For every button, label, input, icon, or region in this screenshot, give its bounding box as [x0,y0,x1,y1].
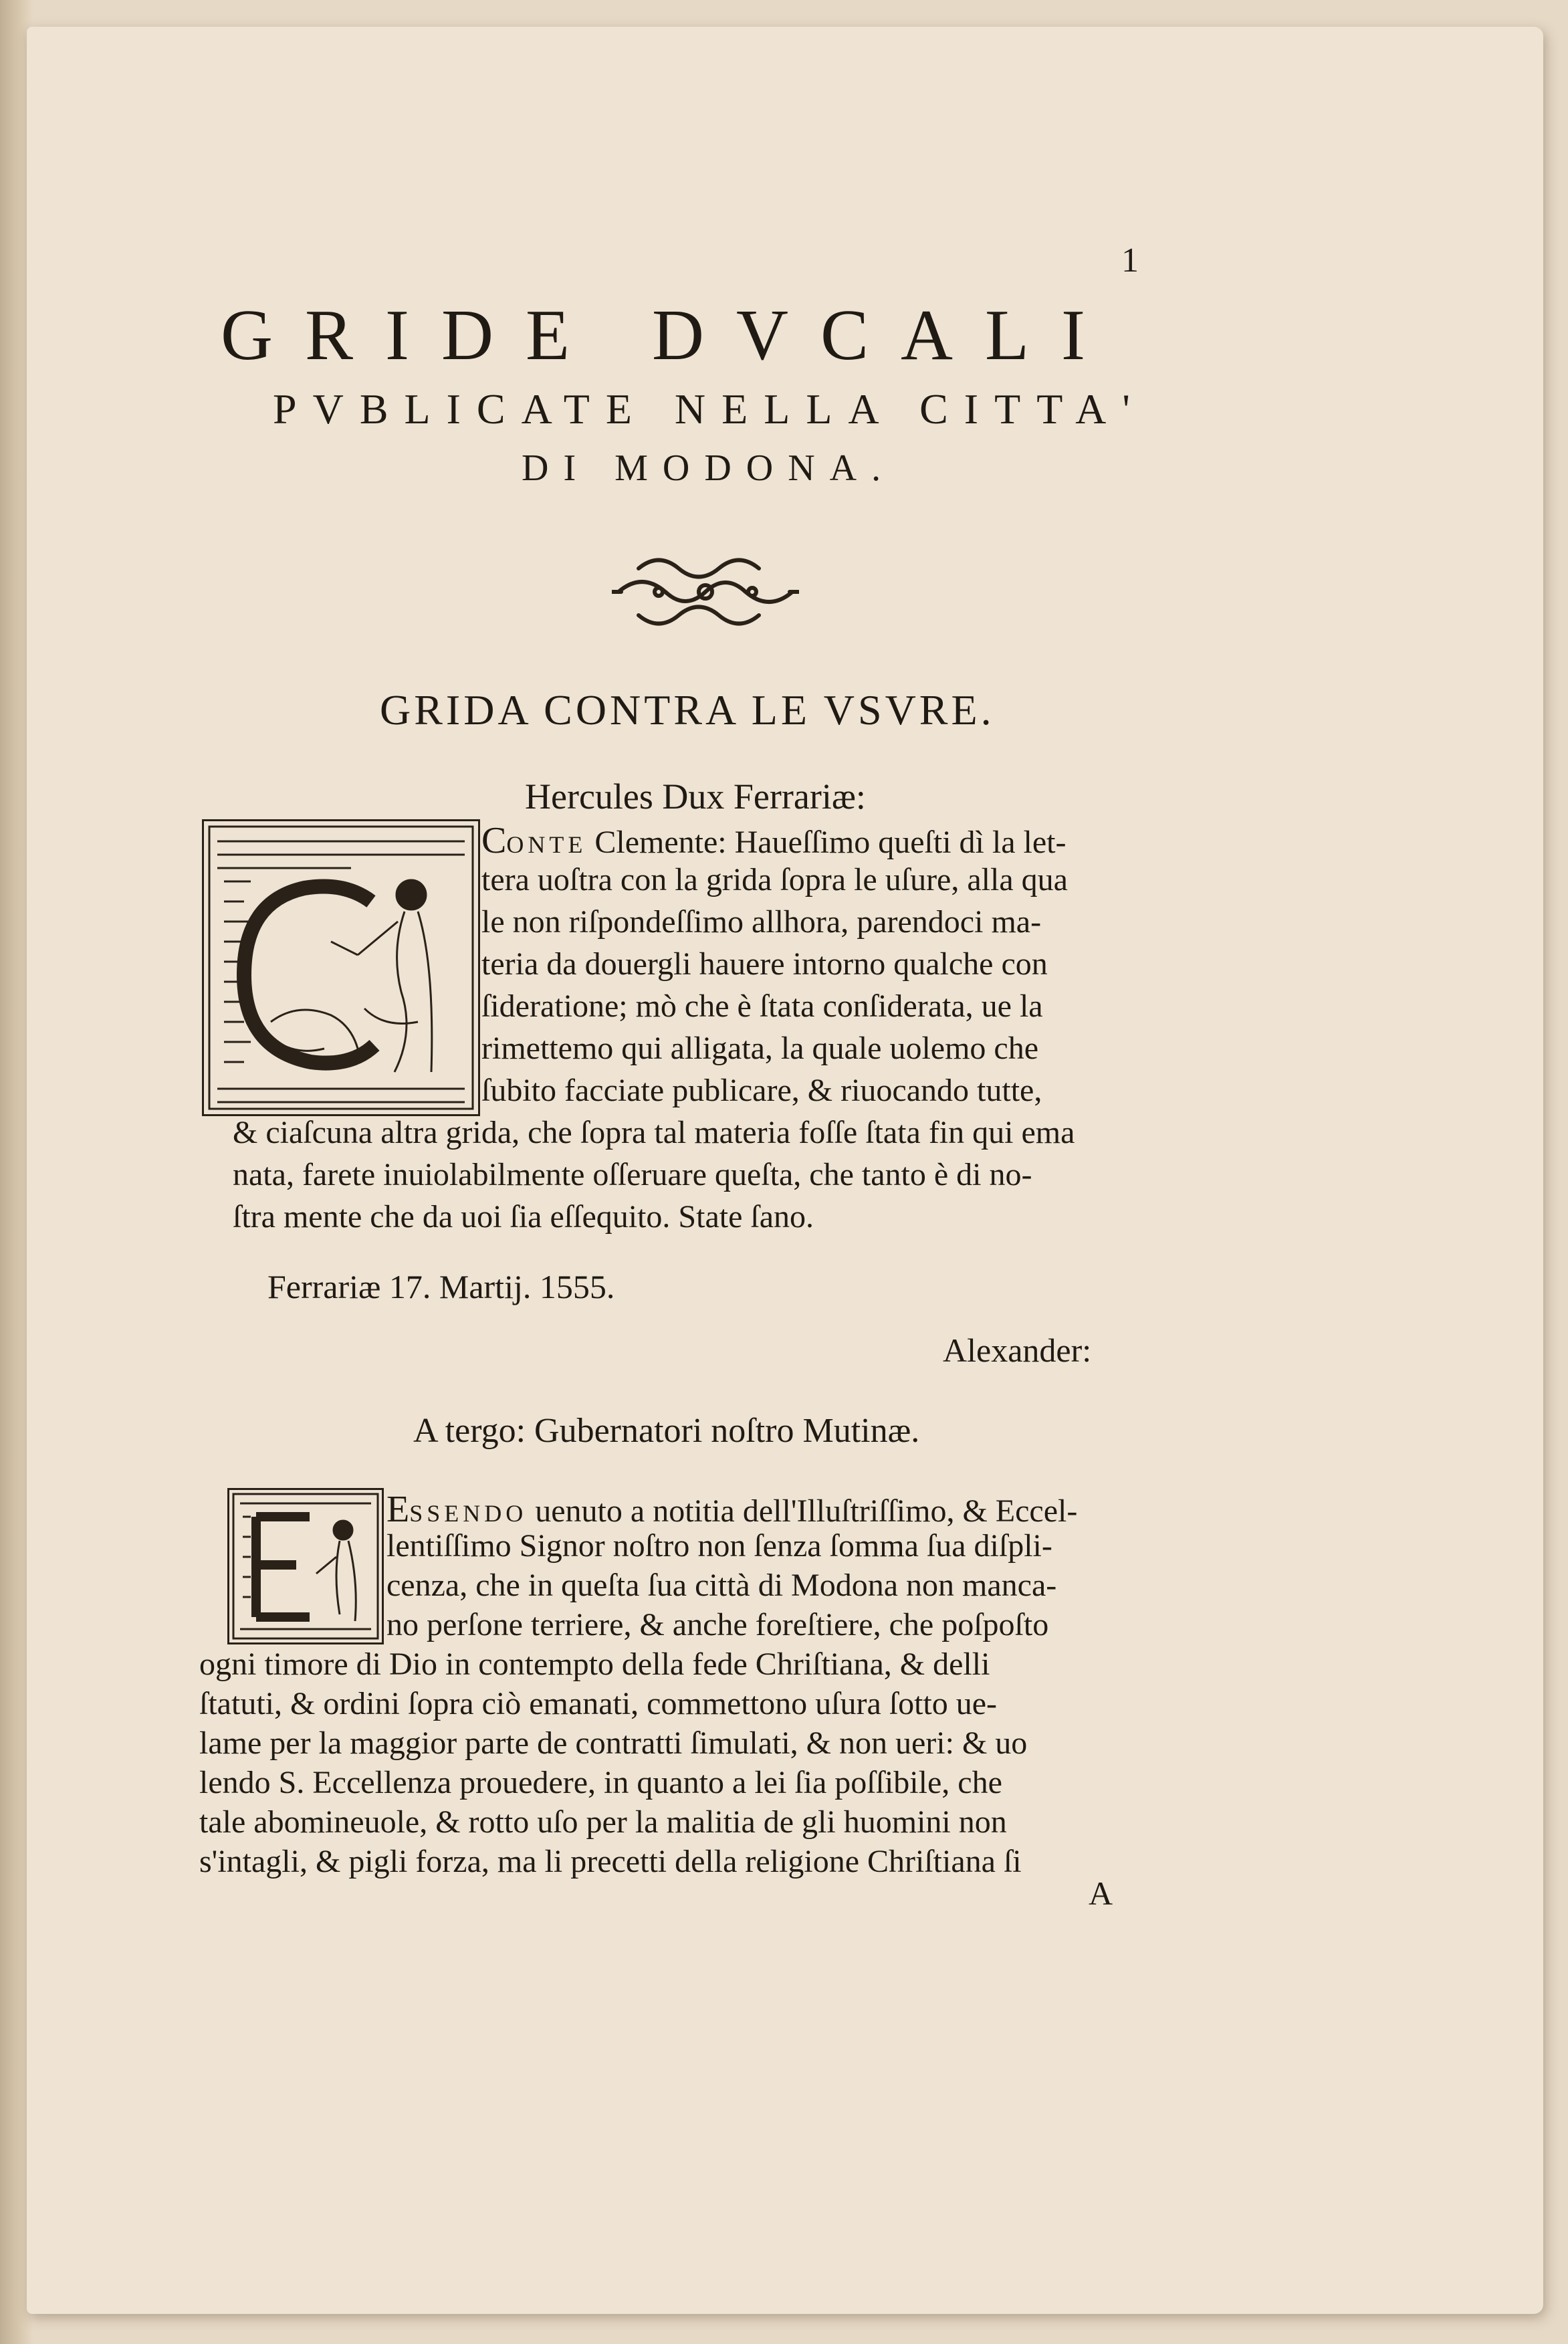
letter-line-9: nata, farete inuiolabilmente oſſeruare queſta, che tanto è di no- [233,1157,1032,1192]
decree-line-9: tale abomineuole, & rotto uſo per la malitia de gli huomini non [199,1804,1007,1840]
decree-line-1-text: uenuto a notitia dell'Illuſtriſſimo, & Eccel- [527,1493,1078,1529]
letter-line-1-text: Clemente: Haueſſimo queſti dì la let- [586,825,1067,860]
decree-line-4: no perſone terriere, & anche foreſtiere, che poſpoſto [386,1607,1049,1642]
signature-mark: A [1089,1875,1113,1912]
letter-line-5: ſideratione; mò che è ſtata conſiderata, ue la [481,988,1043,1024]
letter-line-7: ſubito facciate publicare, & riuocando tutte, [481,1073,1042,1108]
folio-number: 1 [1121,241,1139,280]
letter-line-8: & ciaſcuna altra grida, che ſopra tal materia foſſe ſtata fin qui ema [233,1115,1075,1150]
decree-line-7: lame per la maggior parte de contratti ſimulati, & non ueri: & uo [199,1725,1028,1761]
decree-line-5: ogni timore di Dio in contempto della fede Chriſtiana, & delli [199,1646,990,1682]
letter-line-6: rimettemo qui alligata, la quale uolemo che [481,1031,1039,1066]
decree-line-1 [386,1488,1077,1531]
decree-line-2: lentiſſimo Signor noſtro non ſenza ſomma ſua diſpli- [386,1528,1052,1564]
salutation: Hercules Dux Ferrariæ: [525,776,866,817]
letter-lead-smallcaps: ONTE [506,831,587,858]
decree-line-8: lendo S. Eccellenza prouedere, in quanto a lei ſia poſſibile, che [199,1765,1002,1800]
address-line: A tergo: Gubernatori noſtro Mutinæ. [413,1412,920,1450]
decree-lead-letter: E [386,1489,410,1530]
title-line-3: DI MODONA. [522,447,896,489]
letter-lead-letter: C [481,820,507,861]
letter-line-2: tera uoſtra con la grida ſopra le uſure, alla qua [481,862,1068,897]
woodcut-initial-e-icon [227,1488,384,1644]
title-line-2: PVBLICATE NELLA CITTA' [273,385,1146,433]
decree-lead-smallcaps: SSENDO [409,1500,528,1527]
fleuron-ornament-icon [612,548,799,635]
title-line-1: GRIDE DVCALI [221,296,1117,375]
decree-line-3: cenza, che in queſta ſua città di Modona non manca- [386,1568,1057,1603]
woodcut-initial-c-icon [202,819,480,1116]
signature: Alexander: [943,1331,1092,1369]
section-heading: GRIDA CONTRA LE VSVRE. [380,686,995,734]
letter-line-3: le non riſpondeſſimo allhora, parendoci ma- [481,904,1042,940]
letter-line-1 [481,819,1066,862]
book-page [27,27,1543,2314]
letter-line-4: teria da douergli hauere intorno qualche con [481,946,1048,982]
decree-line-6: ſtatuti, & ordini ſopra ciò emanati, commettono uſura ſotto ue- [199,1686,998,1721]
letter-line-10: ſtra mente che da uoi ſia eſſequito. State ſano. [233,1199,814,1235]
letter-date: Ferrariæ 17. Martij. 1555. [267,1268,615,1305]
decree-line-10: s'intagli, & pigli forza, ma li precetti della religione Chriſtiana ſi [199,1844,1022,1879]
